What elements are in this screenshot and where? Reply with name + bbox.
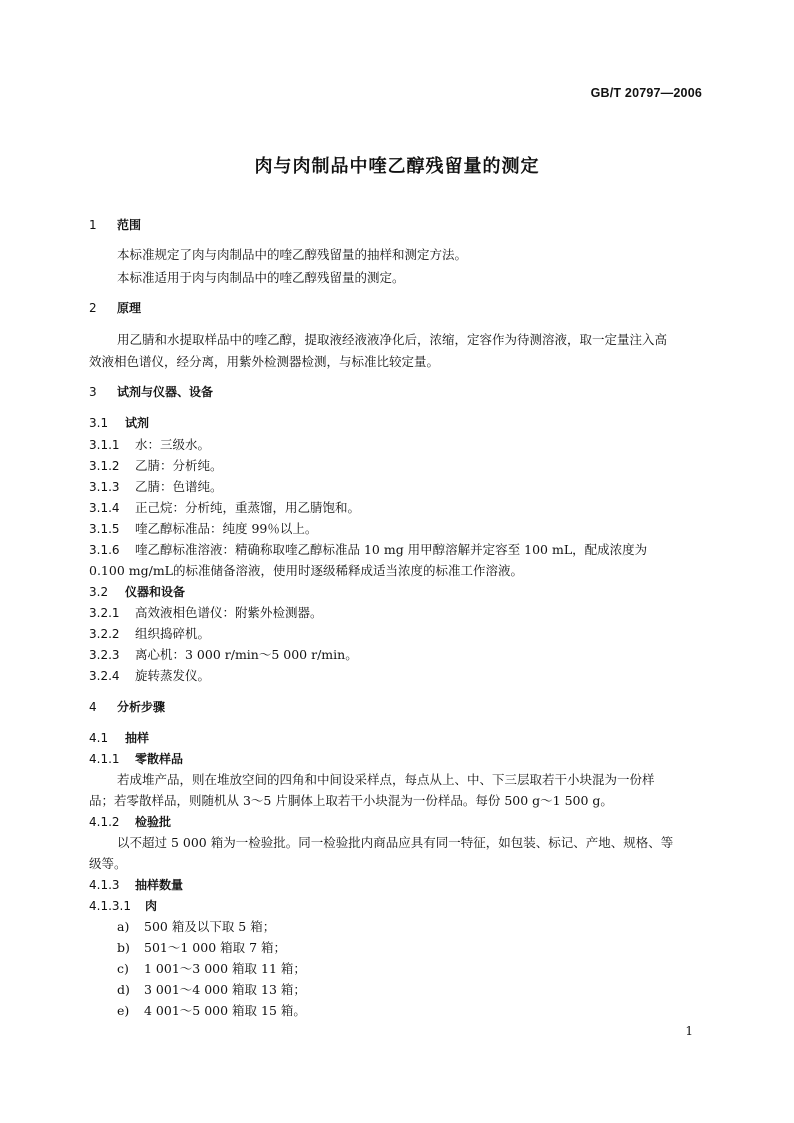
section-title: 抽样数量 [135, 878, 184, 892]
reagent-item [89, 520, 705, 538]
list-item-text: 3 001～4 000 箱取 13 箱； [144, 982, 306, 997]
clause-number: 3.1.6 [89, 543, 120, 557]
clause-number: 3.1.4 [89, 501, 120, 515]
clause-text: 高效液相色谱仪：附紫外检测器。 [135, 605, 323, 620]
reagent-item [89, 436, 705, 454]
reagent-item [89, 499, 705, 517]
list-item-label: b) [117, 940, 130, 955]
clause-number: 3.2.3 [89, 648, 120, 662]
equipment-item [89, 667, 705, 685]
section-title: 仪器和设备 [125, 585, 186, 599]
paragraph-line: 0.100 mg/mL的标准储备溶液，使用时逐级稀释成适当浓度的标准工作溶液。 [89, 563, 523, 578]
clause-number: 3.2.2 [89, 627, 120, 641]
subsection-4-1-3-heading [89, 876, 705, 894]
section-number: 1 [89, 218, 97, 232]
list-item [117, 960, 705, 978]
list-item-label: c) [117, 961, 129, 976]
section-title: 试剂 [125, 416, 150, 430]
section-number: 2 [89, 301, 97, 315]
list-item-label: d) [117, 982, 130, 997]
reagent-item [89, 457, 705, 475]
list-item-text: 4 001～5 000 箱取 15 箱。 [144, 1003, 306, 1018]
section-number: 4.1.3 [89, 878, 120, 892]
list-item [117, 981, 705, 999]
clause-number: 3.2.4 [89, 669, 120, 683]
clause-number: 3.1.5 [89, 522, 120, 536]
subsection-4-1-2-heading [89, 813, 705, 831]
section-2-heading [89, 299, 705, 317]
section-number: 4.1 [89, 731, 109, 745]
section-number: 4.1.2 [89, 815, 120, 829]
section-title: 原理 [117, 301, 142, 315]
section-number: 3 [89, 385, 97, 399]
list-item-label: a) [117, 919, 130, 934]
paragraph-line: 用乙腈和水提取样品中的喹乙醇，提取液经液液净化后，浓缩，定容作为待测溶液，取一定量注入高 [117, 332, 668, 347]
paragraph-line: 效液相色谱仪，经分离，用紫外检测器检测，与标准比较定量。 [89, 354, 440, 369]
paragraph: 本标准规定了肉与肉制品中的喹乙醇残留量的抽样和测定方法。 [117, 247, 468, 262]
paragraph: 本标准适用于肉与肉制品中的喹乙醇残留量的测定。 [117, 270, 405, 285]
section-title: 零散样品 [135, 752, 184, 766]
clause-text: 水：三级水。 [135, 437, 211, 452]
section-title: 分析步骤 [117, 700, 166, 714]
section-title: 检验批 [135, 815, 172, 829]
section-number: 3.1 [89, 416, 109, 430]
clause-number: 3.2.1 [89, 606, 120, 620]
subsection-3-1-heading [89, 414, 705, 432]
section-title: 抽样 [125, 731, 150, 745]
equipment-item [89, 625, 705, 643]
subsection-4-1-3-1-heading [89, 897, 705, 915]
clause-text: 喹乙醇标准溶液：精确称取喹乙醇标准品 10 mg 用甲醇溶解并定容至 100 mL，配成浓度为 [135, 542, 648, 557]
clause-number: 3.1.2 [89, 459, 120, 473]
section-title: 肉 [145, 899, 158, 913]
subsection-4-1-heading [89, 729, 705, 747]
list-item-text: 1 001～3 000 箱取 11 箱； [144, 961, 306, 976]
subsection-3-2-heading [89, 583, 705, 601]
section-number: 3.2 [89, 585, 109, 599]
subsection-4-1-1-heading [89, 750, 705, 768]
section-title: 试剂与仪器、设备 [117, 385, 214, 399]
section-4-heading [89, 698, 705, 716]
page-title: 肉与肉制品中喹乙醇残留量的测定 [254, 156, 540, 177]
clause-text: 乙腈：分析纯。 [135, 458, 223, 473]
paragraph-line: 以不超过 5 000 箱为一检验批。同一检验批内商品应具有同一特征，如包装、标记、产地、规格、等 [117, 835, 674, 850]
clause-text: 乙腈：色谱纯。 [135, 479, 223, 494]
section-number: 4.1.1 [89, 752, 120, 766]
section-title: 范围 [117, 218, 142, 232]
section-number: 4 [89, 700, 97, 714]
paragraph-line: 品；若零散样品，则随机从 3～5 片胴体上取若干小块混为一份样品。每份 500 g～1 500 g。 [89, 793, 613, 808]
section-number: 4.1.3.1 [89, 899, 131, 913]
paragraph-line: 级等。 [89, 856, 127, 871]
list-item [117, 918, 705, 936]
equipment-item [89, 646, 705, 664]
list-item-label: e) [117, 1003, 130, 1018]
paragraph-line: 若成堆产品，则在堆放空间的四角和中间设采样点，每点从上、中、下三层取若干小块混为一份样 [117, 772, 655, 787]
list-item-text: 500 箱及以下取 5 箱； [144, 919, 276, 934]
clause-text: 旋转蒸发仪。 [135, 668, 211, 683]
clause-text: 组织捣碎机。 [135, 626, 211, 641]
section-1-heading [89, 216, 705, 234]
reagent-item [89, 478, 705, 496]
list-item-text: 501～1 000 箱取 7 箱； [144, 940, 287, 955]
equipment-item [89, 604, 705, 622]
list-item [117, 1002, 705, 1020]
clause-number: 3.1.1 [89, 438, 120, 452]
page-number: 1 [685, 1024, 693, 1038]
clause-text: 离心机：3 000 r/min～5 000 r/min。 [135, 647, 358, 662]
standard-code: GB/T 20797—2006 [590, 86, 702, 100]
section-3-heading [89, 383, 705, 401]
clause-text: 正己烷：分析纯，重蒸馏，用乙腈饱和。 [135, 500, 361, 515]
reagent-item [89, 541, 705, 559]
clause-number: 3.1.3 [89, 480, 120, 494]
clause-text: 喹乙醇标准品：纯度 99％以上。 [135, 521, 318, 536]
list-item [117, 939, 705, 957]
